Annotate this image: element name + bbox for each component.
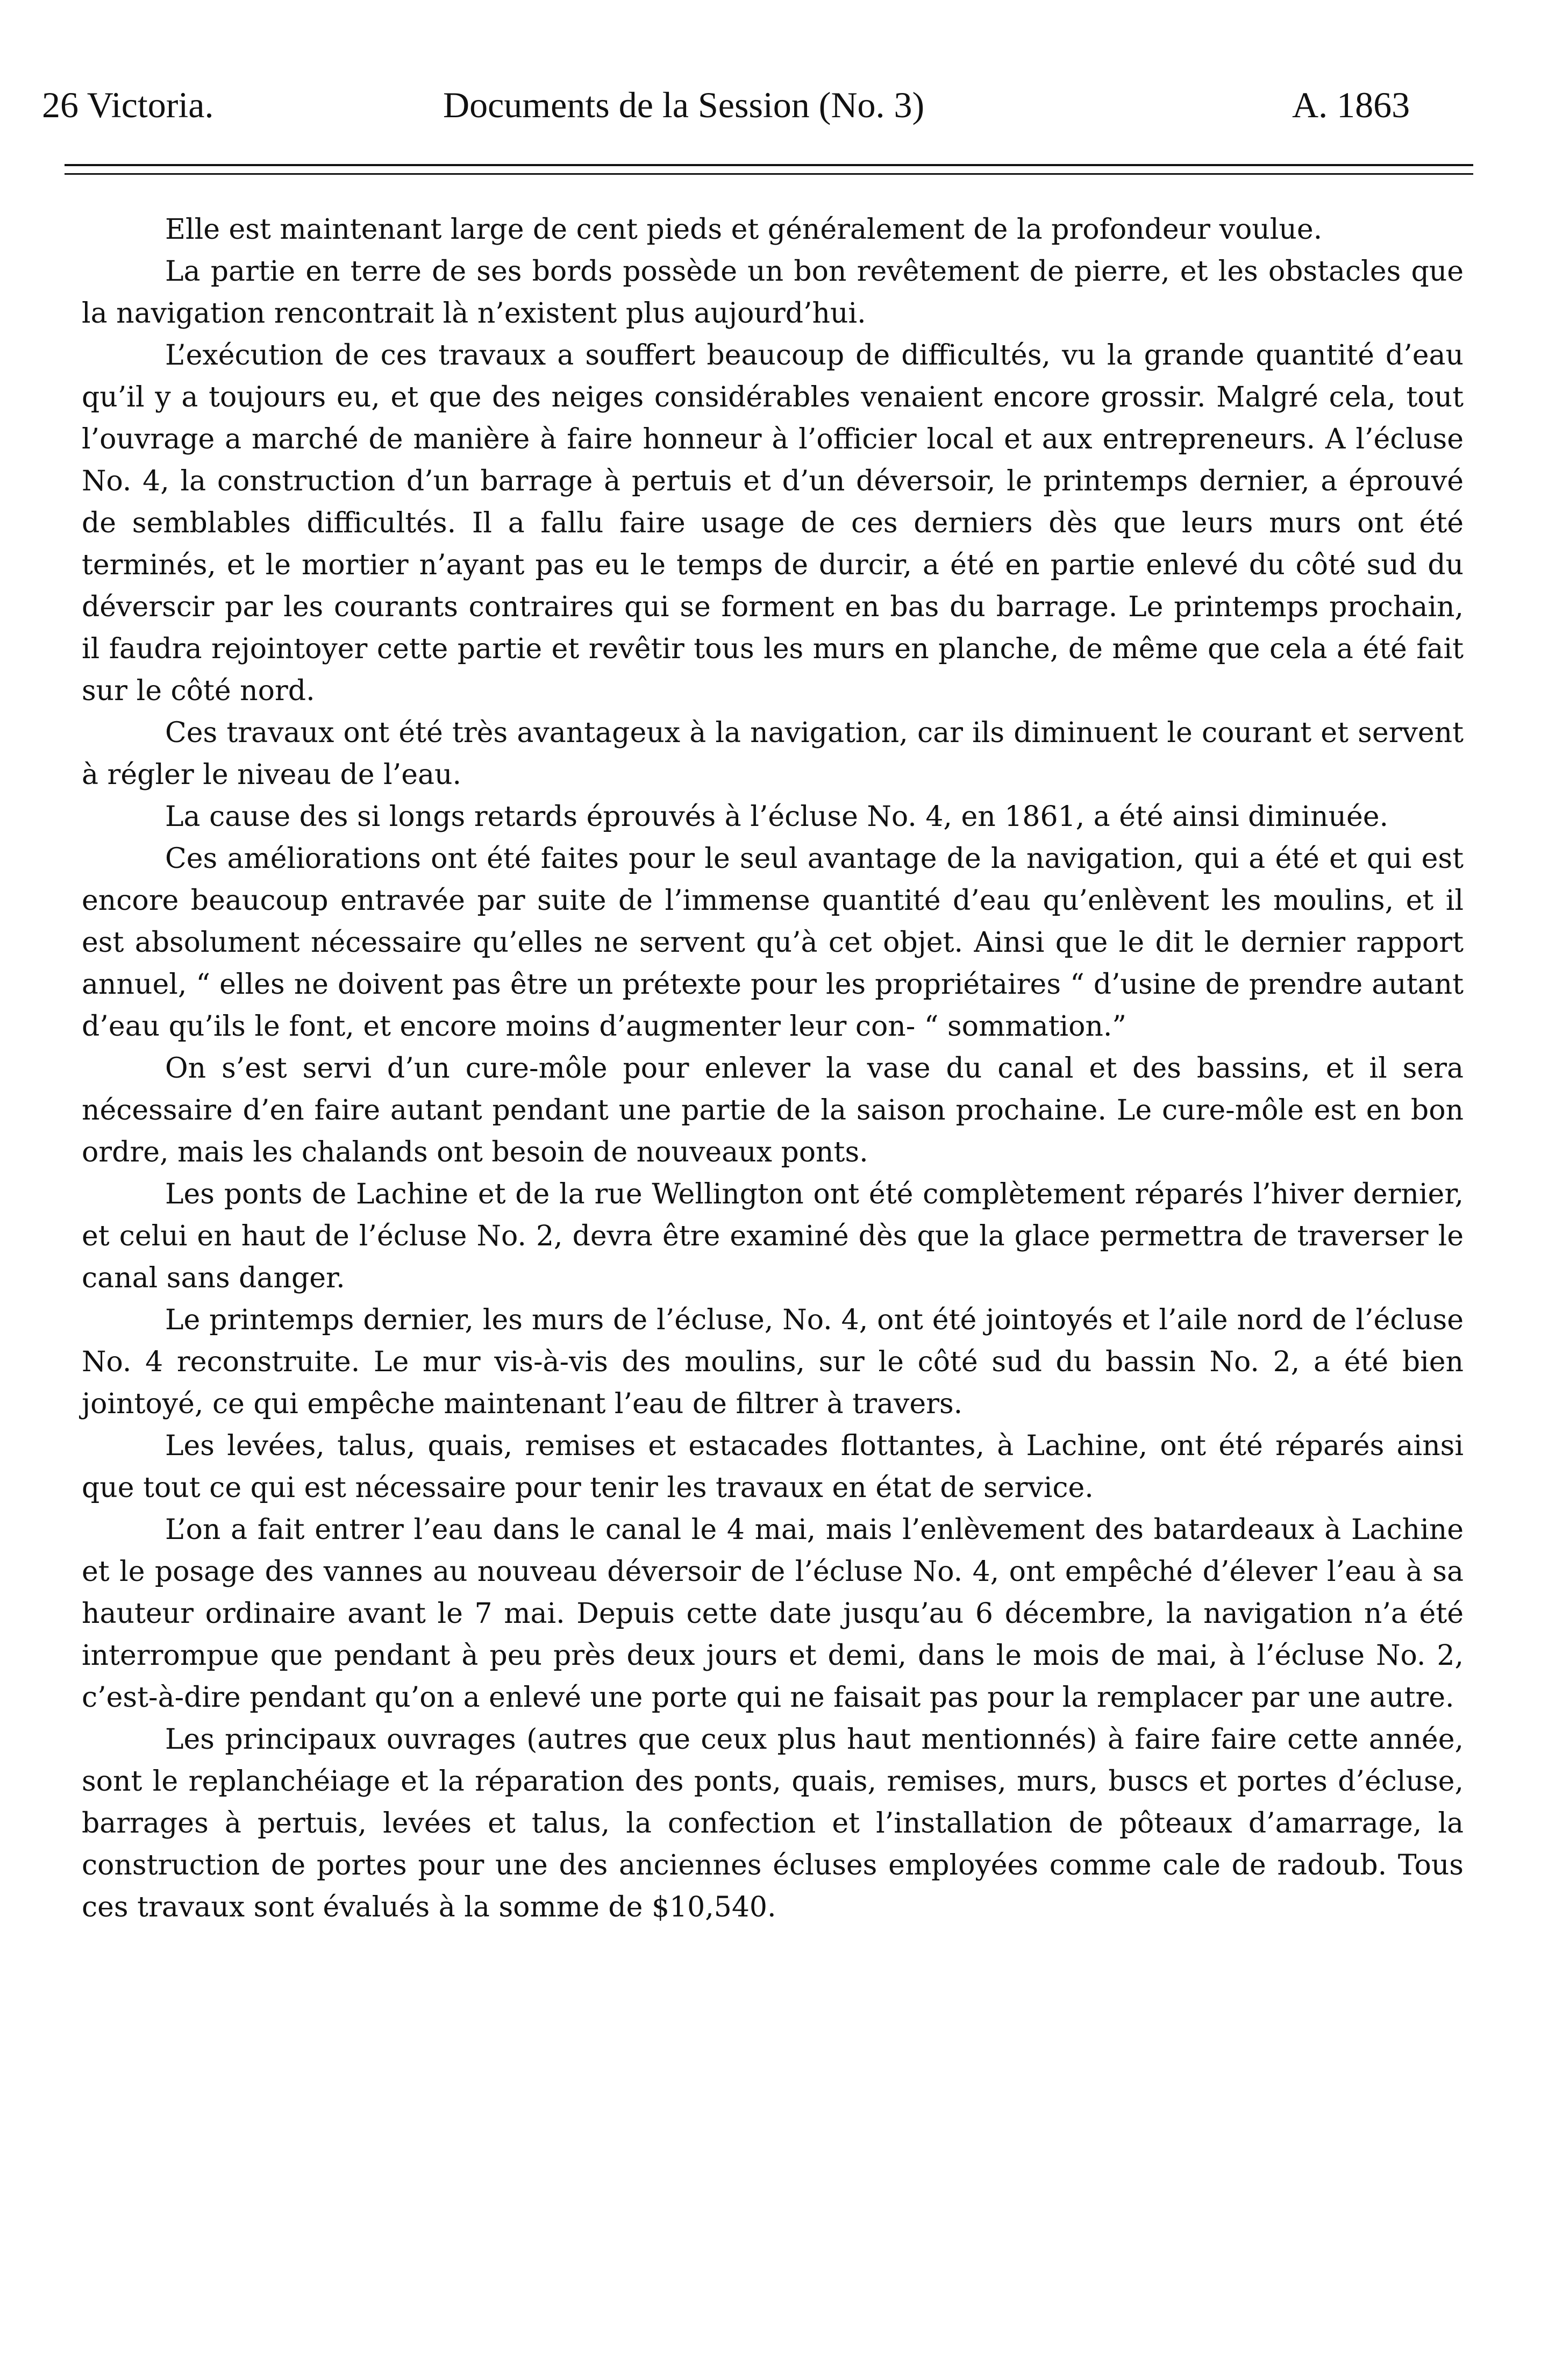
paragraph: Les ponts de Lachine et de la rue Wellington ont été complètement réparés l’hiver dernier, et celui en haut de l’écluse No. 2, devra être examiné dès que la glace permettra de traverser le canal sans danger. <box>82 1178 1464 1294</box>
header-title: Documents de la Session (No. 3) <box>443 84 925 125</box>
paragraph: La cause des si longs retards éprouvés à l’écluse No. 4, en 1861, a été ainsi diminuée. <box>165 801 1389 833</box>
paragraph: L’exécution de ces travaux a souffert beaucoup de difficultés, vu la grande quantité d’eau qu’il y a toujours eu, et que des neiges considérables venaient encore grossir. Malgré cela, tout l’ouvrage a marché de manière à faire honneur à l’officier local et aux entrepreneurs. A l’écluse No. 4, la construction d’un barrage à pertuis et d’un déversoir, le printemps dernier, a éprouvé de semblables difficultés. Il a fallu faire usage de ces derniers dès que leurs murs ont été terminés, et le mortier n’ayant pas eu le temps de durcir, a été en partie enlevé du côté sud du déverscir par les courants contraires qui se forment en bas du barrage. Le printemps prochain, il faudra rejointoyer cette partie et revêtir tous les murs en planche, de même que cela a été fait sur le côté nord. <box>82 339 1464 707</box>
paragraph: Les principaux ouvrages (autres que ceux plus haut mentionnés) à faire faire cette année, sont le replanchéiage et la réparation des ponts, quais, remises, murs, buscs et portes d’écluse, barrages à pertuis, levées et talus, la confection et l’installation de pôteaux d’amarrage, la construction de portes pour une des anciennes écluses employées comme cale de radoub. Tous ces travaux sont évalués à la somme de $10,540. <box>82 1723 1464 1923</box>
paragraph: On s’est servi d’un cure-môle pour enlever la vase du canal et des bassins, et il sera nécessaire d’en faire autant pendant une partie de la saison prochaine. Le cure-môle est en bon ordre, mais les chalands ont besoin de nouveaux ponts. <box>82 1052 1464 1168</box>
paragraph: L’on a fait entrer l’eau dans le canal le 4 mai, mais l’enlèvement des batardeaux à Lachine et le posage des vannes au nouveau déversoir de l’écluse No. 4, ont empêché d’élever l’eau à sa hauteur ordinaire avant le 7 mai. Depuis cette date jusqu’au 6 décembre, la navigation n’a été interrompue que pendant à peu près deux jours et demi, dans le mois de mai, à l’écluse No. 2, c’est-à-dire pendant qu’on a enlevé une porte qui ne faisait pas pour la remplacer par une autre. <box>82 1514 1464 1714</box>
paragraph: Le printemps dernier, les murs de l’écluse, No. 4, ont été jointoyés et l’aile nord de l’écluse No. 4 reconstruite. Le mur vis-à-vis des moulins, sur le côté sud du bassin No. 2, a été bien jointoyé, ce qui empêche maintenant l’eau de filtrer à travers. <box>82 1304 1464 1420</box>
paragraph: Ces améliorations ont été faites pour le seul avantage de la navigation, qui a été et qui est encore beaucoup entravée par suite de l’immense quantité d’eau qu’enlèvent les moulins, et il est absolument nécessaire qu’elles ne servent qu’à cet objet. Ainsi que le dit le dernier rapport annuel, “ elles ne doivent pas être un prétexte pour les propriétaires “ d’usine de prendre autant d’eau qu’ils le font, et encore moins d’augmenter leur con- “ sommation.” <box>82 843 1464 1043</box>
header-volume: 26 Victoria. <box>42 84 214 125</box>
header-rule-bottom <box>65 173 1473 175</box>
paragraph: Ces travaux ont été très avantageux à la navigation, car ils diminuent le courant et servent à régler le niveau de l’eau. <box>82 717 1464 791</box>
body-text <box>82 209 1464 1928</box>
running-header <box>42 81 1451 132</box>
paragraph: Elle est maintenant large de cent pieds et généralement de la profondeur voulue. <box>165 213 1323 246</box>
paragraph: Les levées, talus, quais, remises et estacades flottantes, à Lachine, ont été réparés ainsi que tout ce qui est nécessaire pour tenir les travaux en état de service. <box>82 1430 1464 1504</box>
paragraph: La partie en terre de ses bords possède un bon revêtement de pierre, et les obstacles que la navigation rencontrait là n’existent plus aujourd’hui. <box>82 255 1464 330</box>
header-rule-top <box>65 164 1473 166</box>
header-year: A. 1863 <box>1292 84 1410 125</box>
